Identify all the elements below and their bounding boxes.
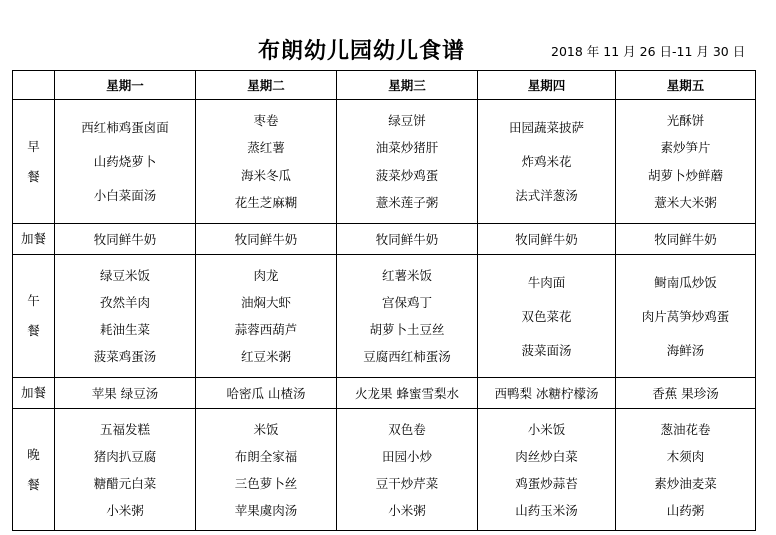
dish-item: 绿豆饼: [388, 112, 426, 128]
dish-item: 鲥南瓜炒饭: [654, 274, 717, 290]
dish-item: 耗油生菜: [99, 322, 150, 338]
dish-item: 枣卷: [253, 112, 279, 128]
menu-cell: [478, 255, 616, 378]
dish-item: 糖醋元白菜: [93, 475, 157, 491]
dish-item: 田园蔬菜披萨: [508, 119, 584, 135]
menu-cell: [55, 224, 196, 255]
dish-item: 油焖大虾: [240, 294, 291, 310]
dish-item: 西红柿鸡蛋卤面: [81, 119, 169, 135]
meal-label-char: 晚: [27, 446, 40, 462]
dish-item: 胡萝卜炒鲜蘑: [647, 167, 723, 183]
menu-cell: [55, 378, 196, 409]
day-header: 星期二: [196, 71, 337, 100]
dish-item: 素炒笋片: [660, 140, 711, 156]
menu-cell: [478, 378, 616, 409]
dish-item: 素炒油麦菜: [654, 475, 717, 491]
day-header-row: [13, 71, 756, 100]
dish-item: 牛肉面: [527, 274, 566, 290]
dish-item: 蒸红薯: [247, 140, 285, 156]
menu-cell: [616, 224, 756, 255]
dish-item: 小米粥: [106, 502, 144, 518]
dish-item: 胡萝卜土豆丝: [369, 322, 445, 338]
dish-item: 豆干炒芹菜: [375, 475, 439, 491]
dish-item: 苹果 绿豆汤: [91, 385, 159, 401]
meal-row: [13, 255, 756, 378]
menu-cell: [478, 224, 616, 255]
menu-cell: [196, 409, 337, 531]
dish-item: 菠菜炒鸡蛋: [375, 167, 439, 183]
dish-item: 海米冬瓜: [240, 167, 291, 183]
dish-item: 小米饭: [527, 421, 566, 437]
menu-cell: [196, 255, 337, 378]
meal-label-text: 加餐: [20, 385, 46, 400]
menu-cell: [337, 100, 478, 224]
dish-item: 苹果虞肉汤: [234, 502, 298, 518]
meal-label-char: 餐: [27, 476, 40, 492]
dish-item: 红豆米粥: [240, 349, 291, 365]
dish-item: 鸡蛋炒蒜苔: [515, 475, 578, 491]
dish-item: 米饭: [253, 421, 279, 437]
corner-cell: [13, 71, 55, 100]
dish-item: 五福发糕: [99, 421, 150, 437]
menu-cell: [337, 255, 478, 378]
dish-item: 山药烧萝卜: [93, 154, 157, 169]
dish-item: 火龙果 蜂蜜雪梨水: [355, 385, 459, 401]
menu-cell: [196, 224, 337, 255]
dish-item: 薏米大米粥: [654, 195, 717, 211]
dish-item: 山药玉米汤: [515, 502, 578, 518]
dish-item: 小白菜面汤: [93, 188, 157, 204]
meal-row: [13, 378, 756, 409]
menu-table: [12, 70, 756, 531]
menu-cell: [196, 378, 337, 409]
meal-label: [13, 100, 55, 224]
dish-item: 牧同鲜牛奶: [234, 231, 298, 247]
dish-item: 炸鸡米花: [521, 154, 572, 169]
dish-item: 牧同鲜牛奶: [375, 231, 439, 247]
dish-item: 田园小炒: [381, 448, 432, 464]
meal-label-char: 早: [27, 138, 40, 154]
menu-cell: [616, 255, 756, 378]
menu-cell: [616, 378, 756, 409]
dish-item: 宫保鸡丁: [381, 294, 432, 310]
meal-label-char: 午: [27, 293, 40, 308]
meal-label: [13, 224, 55, 255]
dish-item: 油菜炒猪肝: [375, 140, 439, 156]
meal-row: [13, 100, 756, 224]
dish-item: 菠菜面汤: [521, 342, 572, 358]
menu-cell: [55, 409, 196, 531]
menu-cell: [196, 100, 337, 224]
dish-item: 西鸭梨 冰糖柠檬汤: [494, 385, 599, 401]
day-header: 星期一: [55, 71, 196, 100]
dish-item: 木须肉: [666, 448, 705, 464]
dish-item: 红薯米饭: [381, 267, 432, 283]
dish-item: 牧同鲜牛奶: [654, 231, 717, 247]
dish-item: 法式洋葱汤: [515, 188, 578, 204]
day-header: 星期五: [616, 71, 756, 100]
menu-cell: [337, 409, 478, 531]
dish-item: 光酥饼: [666, 112, 705, 128]
day-header: 星期三: [337, 71, 478, 100]
menu-cell: [616, 100, 756, 224]
page-title: 布朗幼儿园幼儿食谱: [258, 39, 466, 64]
dish-item: 肉丝炒白菜: [515, 448, 578, 464]
meal-row: [13, 409, 756, 531]
dish-item: 葱油花卷: [660, 421, 711, 437]
dish-item: 小米粥: [388, 502, 426, 518]
menu-cell: [478, 100, 616, 224]
meal-label: [13, 378, 55, 409]
dish-item: 哈密瓜 山楂汤: [226, 385, 306, 401]
dish-item: 孜然羊肉: [99, 294, 150, 310]
dish-item: 香蕉 果珍汤: [652, 385, 719, 401]
dish-item: 肉片莴笋炒鸡蛋: [641, 308, 730, 324]
meal-label-char: 餐: [27, 323, 40, 338]
dish-item: 菠菜鸡蛋汤: [93, 349, 157, 365]
dish-item: 肉龙: [253, 267, 279, 283]
dish-item: 猪肉扒豆腐: [93, 448, 157, 464]
meal-row: [13, 224, 756, 255]
dish-item: 蒜蓉西葫芦: [234, 322, 298, 338]
menu-cell: [478, 409, 616, 531]
dish-item: 花生芝麻糊: [234, 195, 298, 211]
dish-item: 绿豆米饭: [99, 267, 150, 283]
dish-item: 海鲜汤: [666, 342, 705, 358]
dish-item: 薏米莲子粥: [375, 195, 439, 211]
meal-label-char: 餐: [27, 168, 40, 184]
dish-item: 山药粥: [666, 502, 705, 518]
dish-item: 三色萝卜丝: [234, 475, 298, 491]
meal-label: [13, 255, 55, 378]
dish-item: 牧同鲜牛奶: [515, 231, 578, 247]
menu-cell: [337, 224, 478, 255]
date-range: 2018 年 11 月 26 日-11 月 30 日: [551, 44, 746, 59]
dish-item: 豆腐西红柿蛋汤: [363, 349, 451, 365]
dish-item: 双色菜花: [521, 308, 572, 324]
meal-label: [13, 409, 55, 531]
menu-cell: [337, 378, 478, 409]
day-header: 星期四: [478, 71, 616, 100]
menu-cell: [55, 100, 196, 224]
menu-cell: [616, 409, 756, 531]
dish-item: 牧同鲜牛奶: [93, 231, 157, 247]
dish-item: 双色卷: [388, 421, 426, 437]
meal-label-text: 加餐: [20, 231, 46, 246]
menu-cell: [55, 255, 196, 378]
dish-item: 布朗全家福: [234, 448, 298, 464]
